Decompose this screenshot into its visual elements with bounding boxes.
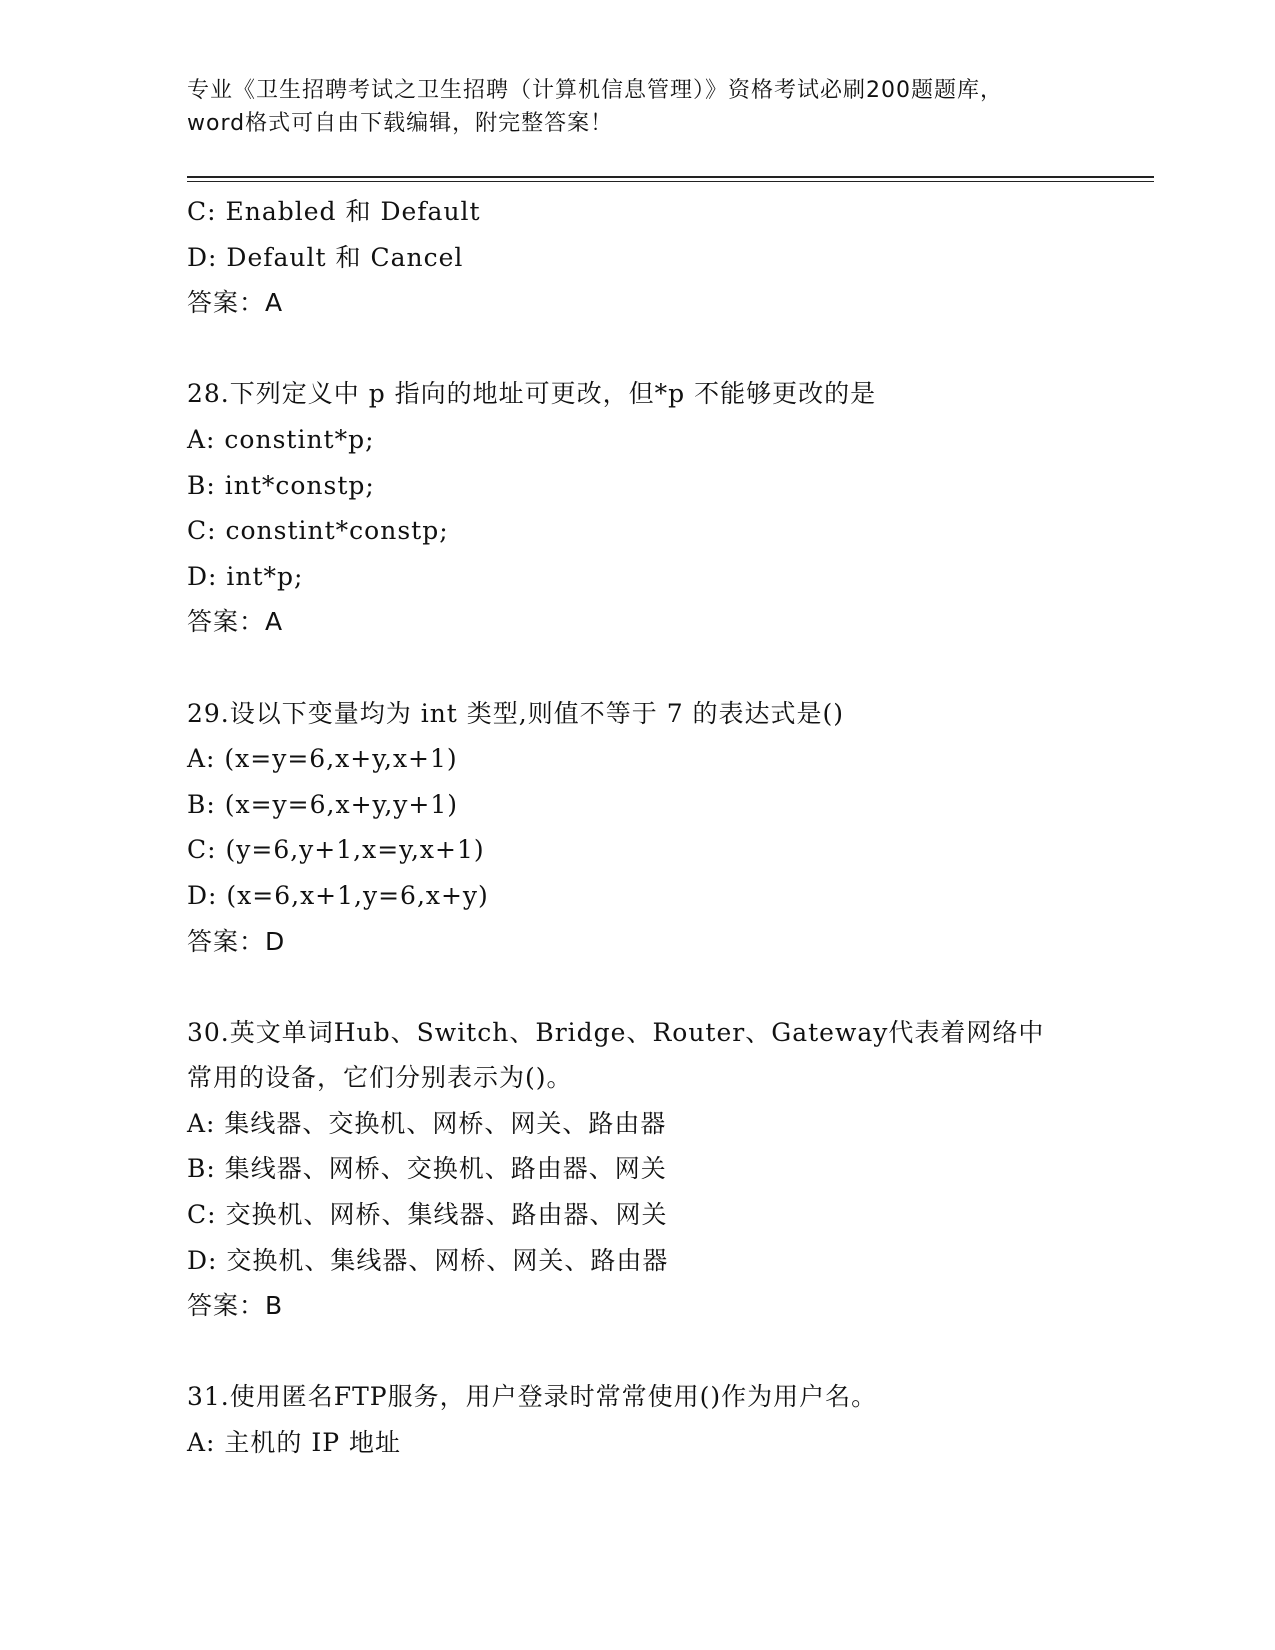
answer-line: 答案：A bbox=[187, 607, 284, 637]
option-b: B: 集线器、网桥、交换机、路由器、网关 bbox=[187, 1154, 667, 1184]
option-c: C: Enabled 和 Default bbox=[187, 197, 481, 226]
option-b: B: (x=y=6,x+y,y+1) bbox=[187, 789, 458, 819]
option-d: D: int*p; bbox=[187, 561, 304, 591]
spacer bbox=[187, 326, 1147, 372]
option-c: C: (y=6,y+1,x=y,x+1) bbox=[187, 835, 485, 865]
header-divider-thin bbox=[187, 181, 1154, 182]
answer-line: 答案：D bbox=[187, 926, 286, 956]
header-line-2: word格式可自由下载编辑，附完整答案！ bbox=[187, 111, 614, 136]
header-divider-thick bbox=[187, 176, 1154, 178]
option-d: D: Default 和 Cancel bbox=[187, 242, 464, 272]
option-b: B: int*constp; bbox=[187, 470, 375, 500]
question-stem-line-1: 30.英文单词Hub、Switch、Bridge、Router、Gateway代表着网络中 bbox=[187, 1017, 1045, 1047]
option-c: C: 交换机、网桥、集线器、路由器、网关 bbox=[187, 1200, 668, 1230]
option-a: A: 主机的 IP 地址 bbox=[187, 1428, 402, 1458]
question-stem: 28.下列定义中 p 指向的地址可更改，但*p 不能够更改的是 bbox=[187, 379, 877, 409]
option-a: A: (x=y=6,x+y,x+1) bbox=[187, 744, 458, 774]
option-a: A: constint*p; bbox=[187, 424, 375, 454]
spacer bbox=[187, 645, 1147, 691]
question-stem: 29.设以下变量均为 int 类型,则值不等于 7 的表达式是() bbox=[187, 698, 845, 728]
option-c: C: constint*constp; bbox=[187, 516, 449, 546]
spacer bbox=[187, 964, 1147, 1010]
answer-line: 答案：A bbox=[187, 288, 284, 318]
option-d: D: 交换机、集线器、网桥、网关、路由器 bbox=[187, 1245, 669, 1275]
document-header bbox=[187, 74, 1087, 140]
question-list bbox=[187, 189, 1147, 1466]
option-a: A: 集线器、交换机、网桥、网关、路由器 bbox=[187, 1108, 667, 1138]
option-d: D: (x=6,x+1,y=6,x+y) bbox=[187, 880, 489, 910]
spacer bbox=[187, 1329, 1147, 1375]
answer-line: 答案：B bbox=[187, 1291, 284, 1321]
header-line-1: 专业《卫生招聘考试之卫生招聘（计算机信息管理）》资格考试必刷200题题库， bbox=[187, 78, 1003, 103]
question-stem: 31.使用匿名FTP服务，用户登录时常常使用()作为用户名。 bbox=[187, 1382, 878, 1412]
question-stem-line-2: 常用的设备，它们分别表示为()。 bbox=[187, 1063, 573, 1093]
